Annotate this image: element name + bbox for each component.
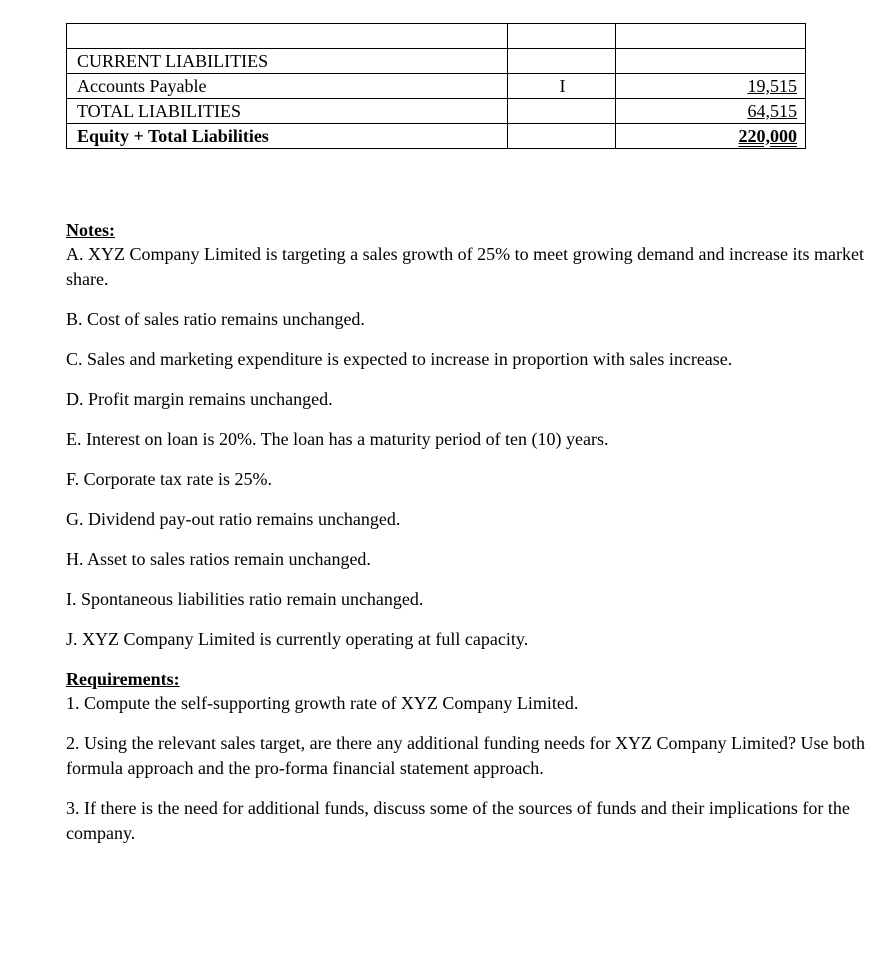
row-label: Accounts Payable [67,74,508,99]
row-amount [616,24,806,49]
table-row-total [67,124,806,149]
requirement-item: 1. Compute the self-supporting growth rate of XYZ Company Limited. [66,693,579,713]
notes-heading: Notes: [66,220,115,240]
row-amount: 220,000 [616,124,806,149]
note-item: G. Dividend pay-out ratio remains unchanged. [66,509,401,529]
note-item: A. XYZ Company Limited is targeting a sales growth of 25% to meet growing demand and increase its market share. [66,244,864,289]
row-label: CURRENT LIABILITIES [67,49,508,74]
requirement-item: 3. If there is the need for additional funds, discuss some of the sources of funds and their implications for the company. [66,798,850,843]
liabilities-table [66,23,806,149]
note-item: F. Corporate tax rate is 25%. [66,469,273,489]
row-amount: 19,515 [616,74,806,99]
table-row [67,74,806,99]
note-item: H. Asset to sales ratios remain unchanged. [66,549,371,569]
table-row [67,99,806,124]
row-note [508,124,616,149]
note-item: C. Sales and marketing expenditure is expected to increase in proportion with sales increase. [66,349,733,369]
row-note: I [508,74,616,99]
table-row [67,24,806,49]
row-amount [616,49,806,74]
row-amount: 64,515 [616,99,806,124]
note-item: D. Profit margin remains unchanged. [66,389,333,409]
row-label: Equity + Total Liabilities [67,124,508,149]
row-label: TOTAL LIABILITIES [67,99,508,124]
requirements-section [66,667,866,846]
note-item: B. Cost of sales ratio remains unchanged. [66,309,365,329]
notes-section [66,218,866,652]
row-note [508,24,616,49]
row-note [508,49,616,74]
table-row [67,49,806,74]
document-body [66,218,866,861]
note-item: I. Spontaneous liabilities ratio remain unchanged. [66,589,424,609]
requirements-heading: Requirements: [66,669,180,689]
note-item: E. Interest on loan is 20%. The loan has a maturity period of ten (10) years. [66,429,609,449]
requirement-item: 2. Using the relevant sales target, are there any additional funding needs for XYZ Company Limited? Use both formula approach and the pro-forma financial statement approach. [66,733,865,778]
note-item: J. XYZ Company Limited is currently operating at full capacity. [66,629,529,649]
row-label [67,24,508,49]
row-note [508,99,616,124]
